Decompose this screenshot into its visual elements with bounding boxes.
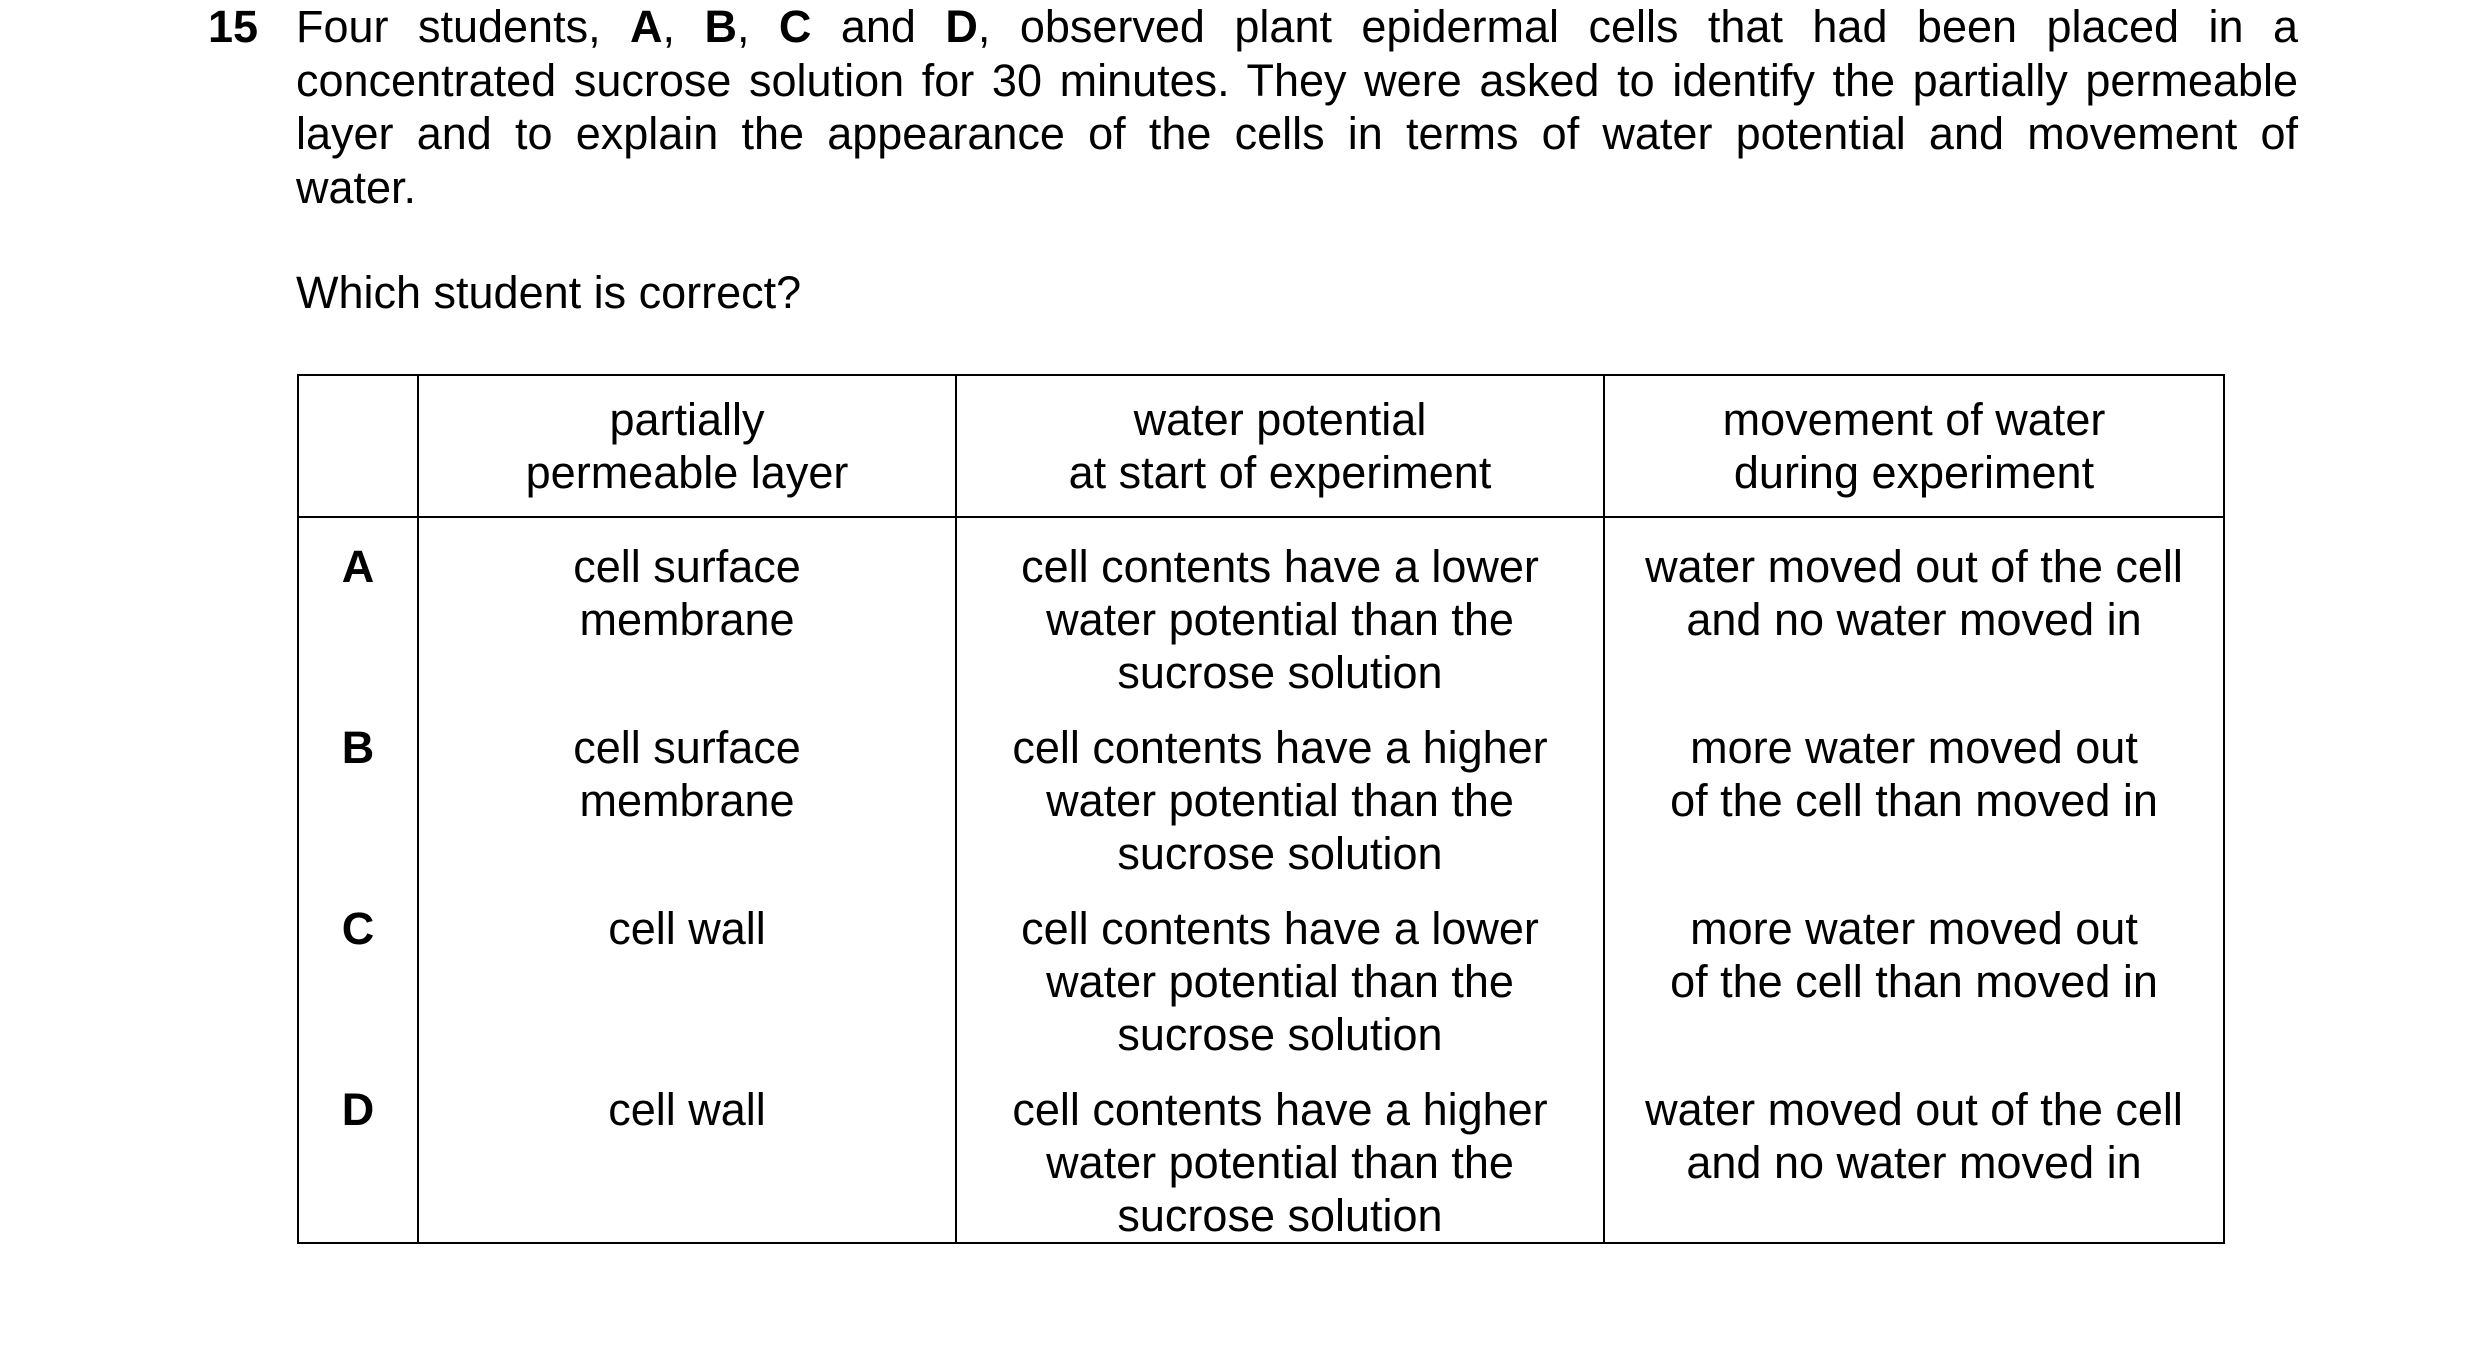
header-movement-of-water <box>1604 375 2224 517</box>
option-key[interactable]: C <box>298 880 418 1061</box>
option-movement: more water moved out of the cell than moved in <box>1604 699 2224 880</box>
table-row <box>298 880 2224 1061</box>
option-potential: cell contents have a higher water potential than the sucrose solution <box>956 699 1604 880</box>
table-header-row <box>298 375 2224 517</box>
header-key <box>298 375 418 517</box>
option-movement: more water moved out of the cell than moved in <box>1604 880 2224 1061</box>
option-layer: cell surface membrane <box>418 699 956 880</box>
header-label: partially permeable layer <box>525 394 849 498</box>
stem-text: , observed plant epidermal cells that had been placed in a <box>977 1 2298 52</box>
stem-line-2: concentrated sucrose solution for 30 minutes. They were asked to identify the partially permeable <box>296 54 2298 106</box>
stem-text: and <box>811 1 946 52</box>
question-prompt: Which student is correct? <box>296 267 802 318</box>
option-movement: water moved out of the cell and no water moved in <box>1604 1061 2224 1243</box>
header-label: movement of water during experiment <box>1722 394 2106 498</box>
answer-options-table <box>297 374 2225 1244</box>
stem-text: Four students, <box>296 1 631 52</box>
student-label-a: A <box>630 1 663 52</box>
header-label: water potential at start of experiment <box>1068 394 1492 498</box>
option-layer: cell wall <box>418 880 956 1061</box>
question-stem <box>296 0 2298 214</box>
student-label-c: C <box>778 1 812 52</box>
question-number: 15 <box>208 1 259 52</box>
header-water-potential <box>956 375 1604 517</box>
option-potential: cell contents have a lower water potential than the sucrose solution <box>956 517 1604 699</box>
table-row <box>298 699 2224 880</box>
option-potential: cell contents have a higher water potential than the sucrose solution <box>956 1061 1604 1243</box>
table-row <box>298 1061 2224 1243</box>
option-potential: cell contents have a lower water potential than the sucrose solution <box>956 880 1604 1061</box>
stem-line-4: water. <box>296 161 417 213</box>
student-label-d: D <box>945 1 978 52</box>
stem-text: , <box>736 1 779 52</box>
option-movement: water moved out of the cell and no water moved in <box>1604 517 2224 699</box>
table-row <box>298 517 2224 699</box>
option-key[interactable]: B <box>298 699 418 880</box>
stem-line-3: layer and to explain the appearance of the cells in terms of water potential and movement of <box>296 108 2298 159</box>
option-key[interactable]: A <box>298 517 418 699</box>
option-layer: cell surface membrane <box>418 517 956 699</box>
option-layer: cell wall <box>418 1061 956 1243</box>
header-partially-permeable-layer <box>418 375 956 517</box>
stem-text: , <box>662 1 705 52</box>
stem-line-1 <box>296 0 2298 54</box>
student-label-b: B <box>704 1 737 52</box>
option-key[interactable]: D <box>298 1061 418 1243</box>
